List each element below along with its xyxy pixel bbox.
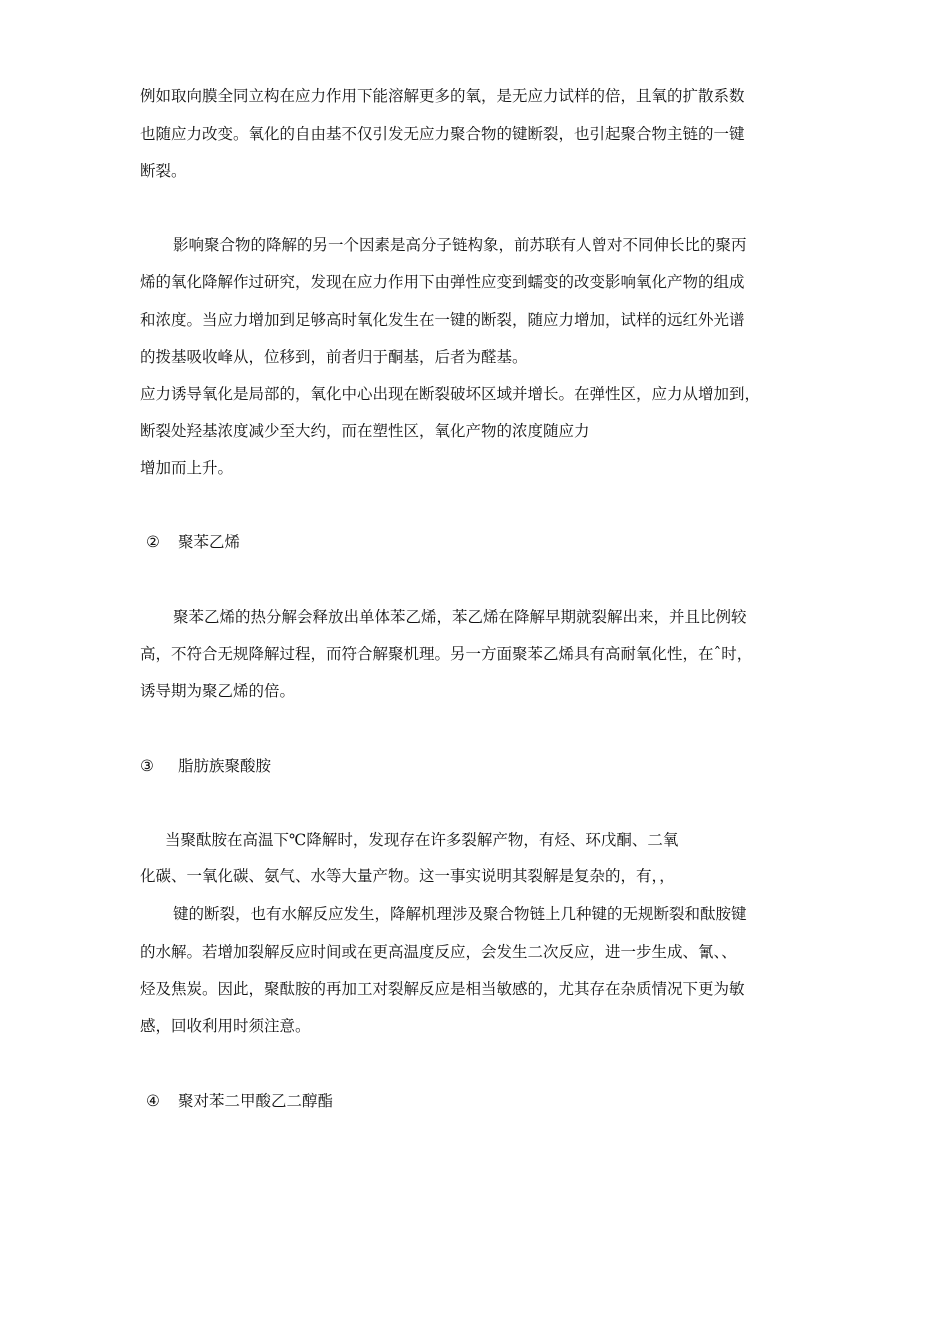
- paragraph-line: 增加而上升。: [140, 459, 234, 477]
- paragraph-line: 键的断裂，也有水解反应发生，降解机理涉及聚合物链上几种键的无规断裂和酞胺键: [173, 905, 747, 923]
- paragraph-line: 的拨基吸收峰从，位移到，前者归于酮基，后者为醛基。: [140, 348, 528, 366]
- paragraph-line: 影响聚合物的降解的另一个因素是高分子链构象，前苏联有人曾对不同伸长比的聚丙: [173, 236, 747, 254]
- heading-number: ③: [140, 757, 154, 775]
- heading-title: 聚苯乙烯: [178, 533, 241, 551]
- paragraph-line: 诱导期为聚乙烯的倍。: [140, 682, 296, 700]
- section-heading: [140, 756, 271, 776]
- section-heading: [146, 1091, 333, 1111]
- paragraph-line: 的水解。若增加裂解反应时间或在更高温度反应，会发生二次反应，进一步生成、氰、、: [140, 943, 737, 961]
- paragraph-line: 也随应力改变。氧化的自由基不仅引发无应力聚合物的键断裂，也引起聚合物主链的一键: [140, 125, 745, 143]
- paragraph-line: 化碳、一氧化碳、氨气、水等大量产物。这一事实说明其裂解是复杂的，有，，: [140, 867, 675, 885]
- heading-number: ②: [146, 533, 160, 551]
- paragraph-line: 感，回收利用时须注意。: [140, 1017, 311, 1035]
- paragraph-line: 烯的氧化降解作过研究，发现在应力作用下由弹性应变到蠕变的改变影响氧化产物的组成: [140, 273, 745, 291]
- paragraph-line: 断裂。: [140, 162, 187, 180]
- paragraph-line: 和浓度。当应力增加到足够高时氧化发生在一键的断裂，随应力增加，试样的远红外光谱: [140, 311, 745, 329]
- paragraph-line: 应力诱导氧化是局部的，氧化中心出现在断裂破坏区域并增长。在弹性区，应力从增加到，: [140, 385, 761, 403]
- heading-number: ④: [146, 1092, 160, 1110]
- paragraph-line: 烃及焦炭。因此，聚酞胺的再加工对裂解反应是相当敏感的，尤其存在杂质情况下更为敏: [140, 980, 745, 998]
- heading-title: 聚对苯二甲酸乙二醇酯: [178, 1092, 334, 1110]
- paragraph-line: 例如取向膜全同立构在应力作用下能溶解更多的氧，是无应力试样的倍，且氧的扩散系数: [140, 87, 745, 105]
- paragraph-line: 高，不符合无规降解过程，而符合解聚机理。另一方面聚苯乙烯具有高耐氧化性，在ˆ时，: [140, 645, 753, 663]
- heading-title: 脂肪族聚酸胺: [178, 757, 272, 775]
- paragraph-line: 断裂处羟基浓度减少至大约，而在塑性区，氧化产物的浓度随应力: [140, 422, 590, 440]
- paragraph-line: 当聚酞胺在高温下℃降解时，发现存在许多裂解产物，有烃、环戊酮、二氧: [165, 831, 679, 849]
- section-heading: [146, 532, 240, 552]
- paragraph-line: 聚苯乙烯的热分解会释放出单体苯乙烯，苯乙烯在降解早期就裂解出来，并且比例较: [173, 608, 747, 626]
